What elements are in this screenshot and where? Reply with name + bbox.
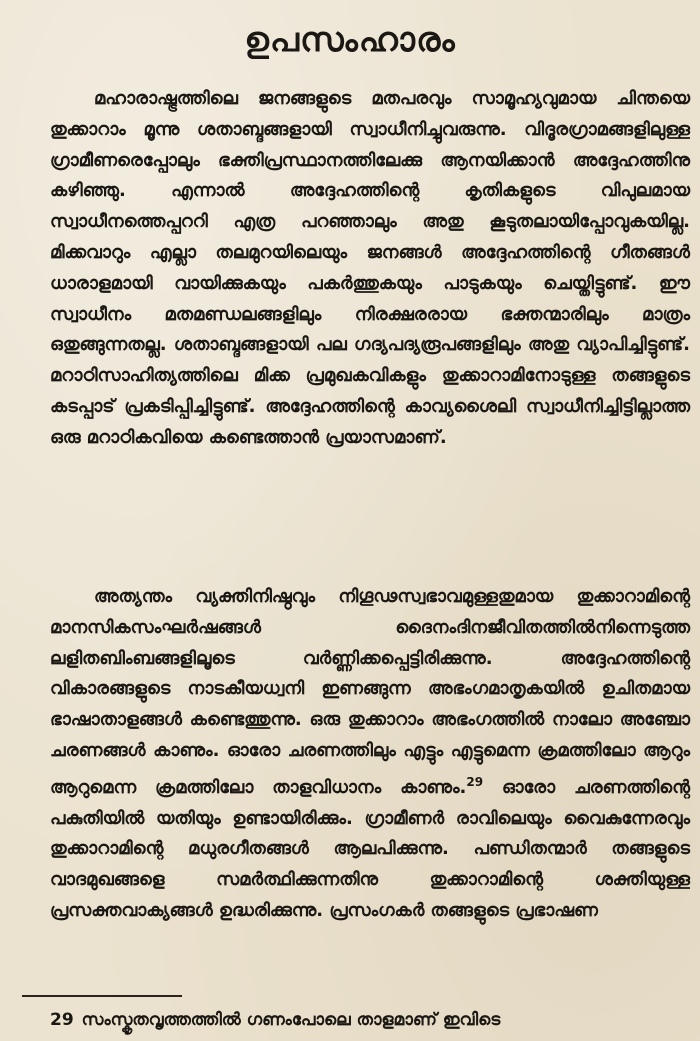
- paragraph-2-part-1: അത്യന്തം വ്യക്തിനിഷ്ഠവും നിഗൂഢസ്വഭാവമുള്ളതുമായ തുക്കാറാമിന്റെ മാനസികസംഘർഷങ്ങൾ ദൈനംദിനജീവിതത്തിൽനിന്നെടുത്ത ലളിതബിംബങ്ങളിലൂടെ വർണ്ണിക്കപ്പെട്ടിരിക്കുന്നു. അദ്ദേഹത്തിന്റെ വികാരങ്ങളുടെ നാടകീയധ്വനി ഇണങ്ങുന്ന അഭംഗമാതൃകയിൽ ഉചിതമായ ഭാഷാതാളങ്ങൾ കണ്ടെത്തുന്നു. ഒരു തുക്കാറാം അഭംഗത്തിൽ നാലോ അഞ്ചോ ചരണങ്ങൾ കാണും. ഓരോ ചരണത്തിലും എട്ടും എട്ടുമെന്ന ക്രമത്തിലോ ആറും ആറുമെന്ന ക്രമത്തിലോ താളവിധാനം കാണും.: [50, 586, 690, 798]
- footnote-divider: [22, 995, 182, 997]
- paragraph-1-text: മഹാരാഷ്ട്രത്തിലെ ജനങ്ങളുടെ മതപരവും സാമൂഹ്യവുമായ ചിന്തയെ തുക്കാറാം മൂന്നു ശതാബ്ദങ്ങളായി സ്വാധീനിച്ചുവരുന്നു. വിദൂരഗ്രാമങ്ങളിലുള്ള ഗ്രാമീണരെപ്പോലും ഭക്തിപ്രസ്ഥാനത്തിലേക്കു ആനയിക്കാൻ അദ്ദേഹത്തിനു കഴിഞ്ഞു. എന്നാൽ അദ്ദേഹത്തിന്റെ കൃതികളുടെ വിപുലമായ സ്വാധീനത്തെപ്പററി എത്ര പറഞ്ഞാലും അതു കൂടുതലായിപ്പോവുകയില്ല. മിക്കവാറും എല്ലാ തലമുറയിലെയും ജനങ്ങൾ അദ്ദേഹത്തിന്റെ ഗീതങ്ങൾ ധാരാളമായി വായിക്കുകയും പകർത്തുകയും പാടുകയും ചെയ്തിട്ടുണ്ട്. ഈ സ്വാധീനം മതമണ്ഡലങ്ങളിലും നിരക്ഷരരായ ഭക്തന്മാരിലും മാത്രം ഒതുങ്ങുന്നതല്ല. ശതാബ്ദങ്ങളായി പല ഗദ്യപദ്യരൂപങ്ങളിലും അതു വ്യാപിച്ചിട്ടുണ്ട്. മറാഠിസാഹിത്യത്തിലെ മിക്ക പ്രമുഖകവികളും തുക്കാറാമിനോടുള്ള തങ്ങളുടെ കടപ്പാട് പ്രകടിപ്പിച്ചിട്ടുണ്ട്. അദ്ദേഹത്തിന്റെ കാവ്യശൈലി സ്വാധീനിച്ചിട്ടില്ലാത്ത ഒരു മറാഠികവിയെ കണ്ടെത്താൻ പ്രയാസമാണ്.: [50, 88, 690, 448]
- paragraph-1: [50, 84, 690, 454]
- footnote: [50, 1005, 690, 1035]
- paragraph-2-part-2: ഓരോ ചരണത്തിന്റെ പകുതിയിൽ യതിയും ഉണ്ടായിരിക്കും. ഗ്രാമീണർ രാവിലെയും വൈകുന്നേരവും തുക്കാറാമിന്റെ മധുരഗീതങ്ങൾ ആലപിക്കുന്നു. പണ്ഡിതന്മാർ തങ്ങളുടെ വാദമുഖങ്ങളെ സമർത്ഥിക്കുന്നതിനു തുക്കാറാമിന്റെ ശക്തിയുള്ള പ്രസക്തവാക്യങ്ങൾ ഉദ്ധരിക്കുന്നു. പ്രസംഗകർ തങ്ങളുടെ പ്രഭാഷണ: [50, 776, 690, 921]
- footnote-number: 29: [50, 1010, 74, 1030]
- page-title: ഉപസംഹാരം: [244, 20, 456, 60]
- paragraph-2-text: [50, 582, 690, 927]
- footnote-reference: 29: [466, 774, 484, 789]
- footnote-text: സംസ്കൃതവൃത്തത്തിൽ ഗണംപോലെ താളമാണ് ഇവിടെ: [81, 1010, 501, 1030]
- paragraph-2: [50, 582, 690, 927]
